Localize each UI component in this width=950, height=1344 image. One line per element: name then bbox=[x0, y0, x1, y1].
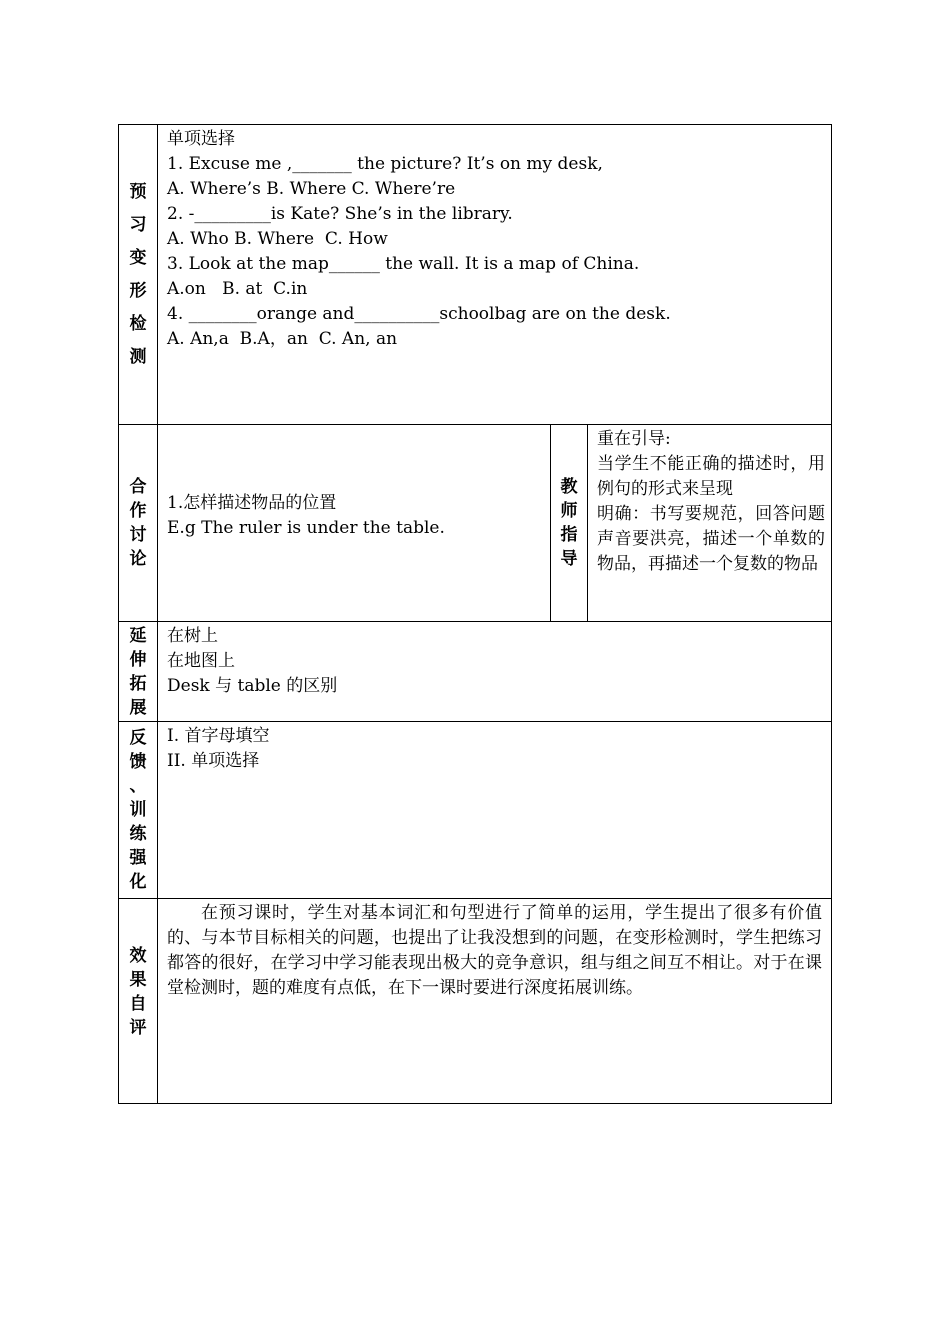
label-char: 预 bbox=[129, 182, 147, 202]
label-char: 指 bbox=[560, 525, 578, 545]
label-char: 教 bbox=[560, 477, 578, 497]
extension-item: Desk 与 table 的区别 bbox=[167, 676, 338, 696]
row-feedback-training bbox=[119, 722, 832, 899]
options-2: A. Who B. Where C. How bbox=[167, 229, 388, 249]
row-label-preview-check bbox=[119, 125, 158, 425]
label-char: 拓 bbox=[129, 673, 147, 694]
label-char: 检 bbox=[129, 314, 147, 334]
label-char: 强 bbox=[129, 848, 147, 868]
exercise-title: 单项选择 bbox=[167, 129, 235, 149]
label-char: 评 bbox=[129, 1018, 147, 1038]
label-char: 训 bbox=[129, 800, 147, 820]
lesson-plan-table bbox=[118, 124, 832, 1104]
question-4: 4. ________orange and__________schoolbag are on the desk. bbox=[167, 304, 671, 324]
extension-content bbox=[158, 622, 832, 722]
label-char: 合 bbox=[129, 477, 147, 497]
row-extension bbox=[119, 622, 832, 722]
label-char: 延 bbox=[129, 625, 147, 646]
discussion-example: E.g The ruler is under the table. bbox=[167, 518, 445, 538]
extension-item: 在地图上 bbox=[167, 651, 235, 671]
options-4: A. An,a B.A，an C. An, an bbox=[167, 329, 398, 349]
label-char: 效 bbox=[129, 946, 147, 966]
label-char: 形 bbox=[129, 281, 147, 301]
row-label-extension bbox=[119, 622, 158, 722]
label-char: 习 bbox=[129, 215, 147, 235]
guidance-line: 明确：书写要规范，回答问题声音要洪亮，描述一个单数的物品，再描述一个复数的物品 bbox=[597, 504, 826, 574]
question-3: 3. Look at the map______ the wall. It is a map of China. bbox=[167, 254, 640, 274]
options-1: A. Where’s B. Where C. Where’re bbox=[167, 179, 456, 199]
extension-item: 在树上 bbox=[167, 626, 218, 646]
label-char: 讨 bbox=[129, 525, 147, 545]
guidance-heading: 重在引导: bbox=[597, 429, 671, 449]
label-char: 化 bbox=[129, 872, 147, 892]
row-preview-check bbox=[119, 125, 832, 425]
label-char: 果 bbox=[129, 970, 147, 990]
row-label-feedback bbox=[119, 722, 158, 899]
label-char: 自 bbox=[129, 994, 147, 1014]
row-cooperative-discussion bbox=[119, 425, 832, 622]
feedback-item: I. 首字母填空 bbox=[167, 726, 270, 746]
guidance-line: 当学生不能正确的描述时，用例句的形式来呈现 bbox=[597, 454, 826, 499]
label-char: 作 bbox=[129, 501, 147, 521]
label-char: 展 bbox=[129, 697, 147, 718]
label-char: 师 bbox=[560, 501, 578, 521]
teacher-guidance-content bbox=[588, 425, 832, 622]
self-evaluation-paragraph: 在预习课时，学生对基本词汇和句型进行了简单的运用，学生提出了很多有价值的、与本节目标相关的问题，也提出了让我没想到的问题，在变形检测时，学生把练习都答的很好，在学习中学习能表现出极大的竞争意识，组与组之间互不相让。对于在课堂检测时，题的难度有点低，在下一课时要进行深度拓展训练。 bbox=[167, 903, 823, 998]
label-char: 反 bbox=[129, 728, 147, 748]
row-self-evaluation bbox=[119, 899, 832, 1104]
options-3: A.on B. at C.in bbox=[167, 279, 308, 299]
label-char: 、 bbox=[129, 776, 147, 796]
label-char: 变 bbox=[129, 248, 147, 268]
question-1: 1. Excuse me ,_______ the picture? It’s on my desk, bbox=[167, 154, 603, 174]
self-evaluation-content bbox=[158, 899, 832, 1104]
label-char: 练 bbox=[129, 824, 147, 844]
question-2: 2. -_________is Kate? She’s in the library. bbox=[167, 204, 513, 224]
row-label-teacher-guidance bbox=[551, 425, 588, 622]
row-label-discussion bbox=[119, 425, 158, 622]
label-char: 论 bbox=[129, 549, 147, 569]
discussion-content bbox=[158, 425, 551, 622]
label-char: 测 bbox=[129, 347, 147, 367]
row-label-self-evaluation bbox=[119, 899, 158, 1104]
label-char: 伸 bbox=[129, 649, 147, 670]
label-char: 馈 bbox=[129, 752, 147, 772]
label-char: 导 bbox=[560, 549, 578, 569]
feedback-content bbox=[158, 722, 832, 899]
feedback-item: II. 单项选择 bbox=[167, 751, 260, 771]
discussion-topic: 1.怎样描述物品的位置 bbox=[167, 493, 337, 513]
preview-check-content bbox=[158, 125, 832, 425]
